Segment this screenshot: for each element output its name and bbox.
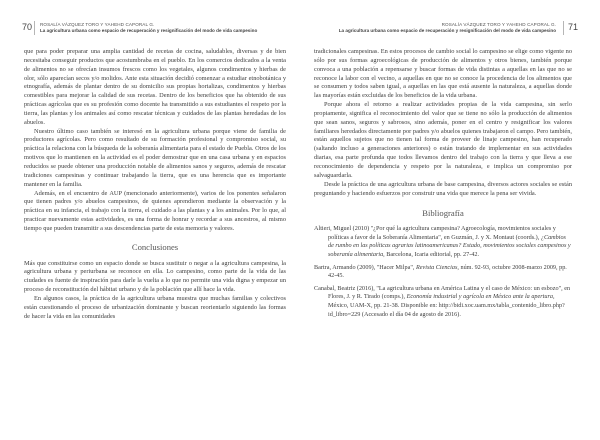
left-header-divider: [34, 21, 35, 35]
right-header-text: [339, 22, 556, 34]
paragraph: Más que constituirse como un espacio donde se busca sustituir o negar a la agricultura campesina, la agricultura urbana y periurbana se reconoce en ella. Lo campesino, como parte de la vida de las ciudades es fuente de inspiración para darle la vuelta a lo que no permite una vida digna y empezar un proceso de reconstitución del hábitat urbano y de la población que allí hace la vida.: [24, 259, 286, 294]
bibliography-heading: Bibliografía: [422, 208, 464, 219]
reference-tail: , Barcelona, Icaria editorial, pp. 27-42.: [383, 250, 480, 258]
reference-title: Economía industrial y agrícola en México ante la apertura: [406, 293, 553, 301]
reference-tail: , núm. 92-93, octubre 2008-marzo 2009, pp. 42-45.: [328, 263, 567, 280]
paragraph: tradicionales campesinas. En estos procesos de cambio social lo campesino se elige como vigente no sólo por sus formas agroecológicas de producción de alimentos y otros bienes, también porque convoca a una población a repensarse y buscar formas de vida distintas a aquellas en las que no se reconoce la labor con el vecino, a aquellas en que no se conoce la procedencia de los alimentos que se consumen y todos saben igual, a aquellas en las que está ausente la naturaleza, a aquellas donde las mayorías están excluidas de los beneficios de la vida urbana.: [314, 48, 572, 100]
right-header-chapter-title: La agricultura urbana como espacio de recuperación y resignificación del modo de vida campesino: [338, 28, 556, 33]
right-page-number: 71: [567, 22, 578, 32]
reference-text: Bartra, Armando (2009), "Hacer Milpa",: [314, 263, 416, 271]
left-header-text: [40, 22, 257, 34]
paragraph: Porque ahora el retorno a realizar actividades propias de la vida campesina, sin serlo propiamente, significa el reconocimiento del valor que se tiene no sólo la producción de alimentos que sean sanos, seguros y sabrosos, sino además, poner en el centro y resignificar los valores familiares heredados directamente por padres y/o abuelos quienes trabajaron el campo. Pero también, están aquellos sujetos que no tienen tal forma de proveer de linaje campesino, han recuperado (saltando incluso a generaciones anteriores) o están tratando de implementar en sus actividades diarias, esa parte profunda que todos llevamos dentro del trabajo con la tierra y que lleva a ese reconocimiento de dependencia y respeto por la naturaleza, e implica un compromiso por salvaguardarla.: [314, 101, 572, 179]
section-heading-conclusiones: Conclusiones: [131, 241, 179, 252]
paragraph: que para poder preparar una amplia cantidad de recetas de cocina, saludables, diversas y de bien necesitaba conseguir productos que acostumbraba en el pueblo. En los comercios dedicados a la venta de alimentos no se ofrecían insumos frescos como los vegetales, algunos condimentos y hierbas de olor, sólo aparecían secos y/o molidos. Ante esta situación decidió comenzar a estudiar etnobotánica y etnografía, además de plantar dentro de su domicilio sus propias hortalizas, condimentos y hierbas comestibles para mejorar la calidad de sus recetas. Dentro de los beneficios que ha obtenido de sus prácticas agrícolas que es su profesión como docente ha transmitido a sus estudiantes el respeto por la tierra, las plantas y los animales así como rescatar técnicas y cuidados de las plantas heredadas de los abuelos.: [24, 48, 286, 126]
left-page-number: 70: [22, 22, 33, 32]
left-header-authors: ROSALÍA VÁZQUEZ TORO Y YAHEHD CAPORAL G.: [40, 22, 155, 27]
reference-title: Revista Ciencias: [415, 263, 458, 271]
left-body-text: [24, 48, 286, 321]
left-header-chapter-title: La agricultura urbana como espacio de recuperación y resignificación del modo de vida campesino: [40, 28, 258, 33]
reference-text: Altieri, Miguel (2010) "¿Por qué la agricultura campesina? Agroecología, movimientos sociales y políticas a favor de la Soberanía Alimentaria", en Guzmán, J. y X. Montaut (coords.),: [314, 225, 556, 241]
right-body-text: [314, 48, 572, 323]
paragraph: Desde la práctica de una agricultura urbana de base campesina, diversos actores sociales se están preguntando y haciendo esfuerzos por construir una vida que merece la pena ser vivida.: [314, 180, 572, 197]
paragraph: Además, en el encuentro de AUP (mencionado anteriormente), varios de los ponentes señalaron que tienen padres y/o abuelos campesinos, de quienes aprendieron mediante la observación y la práctica en su infancia, el trabajo con la tierra, el cuidado a las plantas y a los animales. Por lo que, al practicar nuevamente estas actividades, es una forma de honrar y recordar a sus ancestros, al mismo tiempo que pueden transmitir a sus descendencias parte de esta memoria y valores.: [24, 189, 286, 232]
right-header-authors: ROSALÍA VÁZQUEZ TORO Y YAHEHD CAPORAL G.: [441, 22, 556, 27]
reference-item: [314, 225, 572, 259]
reference-title: ¿Cambios de rumbo en las políticas agrarias latinoamericanas? Estado, movimientos sociales campesinos y soberanía alimentaria: [328, 233, 571, 258]
reference-item: [314, 264, 572, 281]
paragraph: Nuestro último caso también se interesó en la agricultura urbana porque viene de familia de productores agrícolas. Pero como resultado de su formación profesional y compromiso social, su práctica la relaciona con la búsqueda de la soberanía alimentaria para el estado de Puebla. Otros de los motivos que lo mantienen en la actividad es el poder demostrar que en una casa urbana y en espacios reducidos se puede obtener una producción notable de alimentos sanos y seguros, además de rescatar tradiciones campesinas y continuar trabajando la tierra, que es una herencia que es importante mantener en la familia.: [24, 127, 286, 188]
reference-item: [314, 285, 572, 319]
right-page: [300, 0, 600, 440]
paragraph: En algunos casos, la práctica de la agricultura urbana muestra que muchas familias y colectivos están cuestionando el proceso de urbanización dominante y buscan reorientarlo siguiendo las formas de hacer la vida en las comunidades: [24, 294, 286, 320]
right-header-divider: [563, 21, 564, 35]
reference-list: [314, 225, 572, 319]
reference-text: Canabal, Beatriz (2016), "La agricultura urbana en América Latina y el caso de México: un esbozo", en Flores, J. y R. Tirado (comps.),: [314, 284, 571, 301]
reference-tail: , México, UAM-X, pp. 21-38. Disponible en: http://bidi.xoc.uam.mx/tabla_contenido_libro.php?id_libro=229 (Accesado el día 04 de agosto de 2016).: [328, 293, 565, 318]
